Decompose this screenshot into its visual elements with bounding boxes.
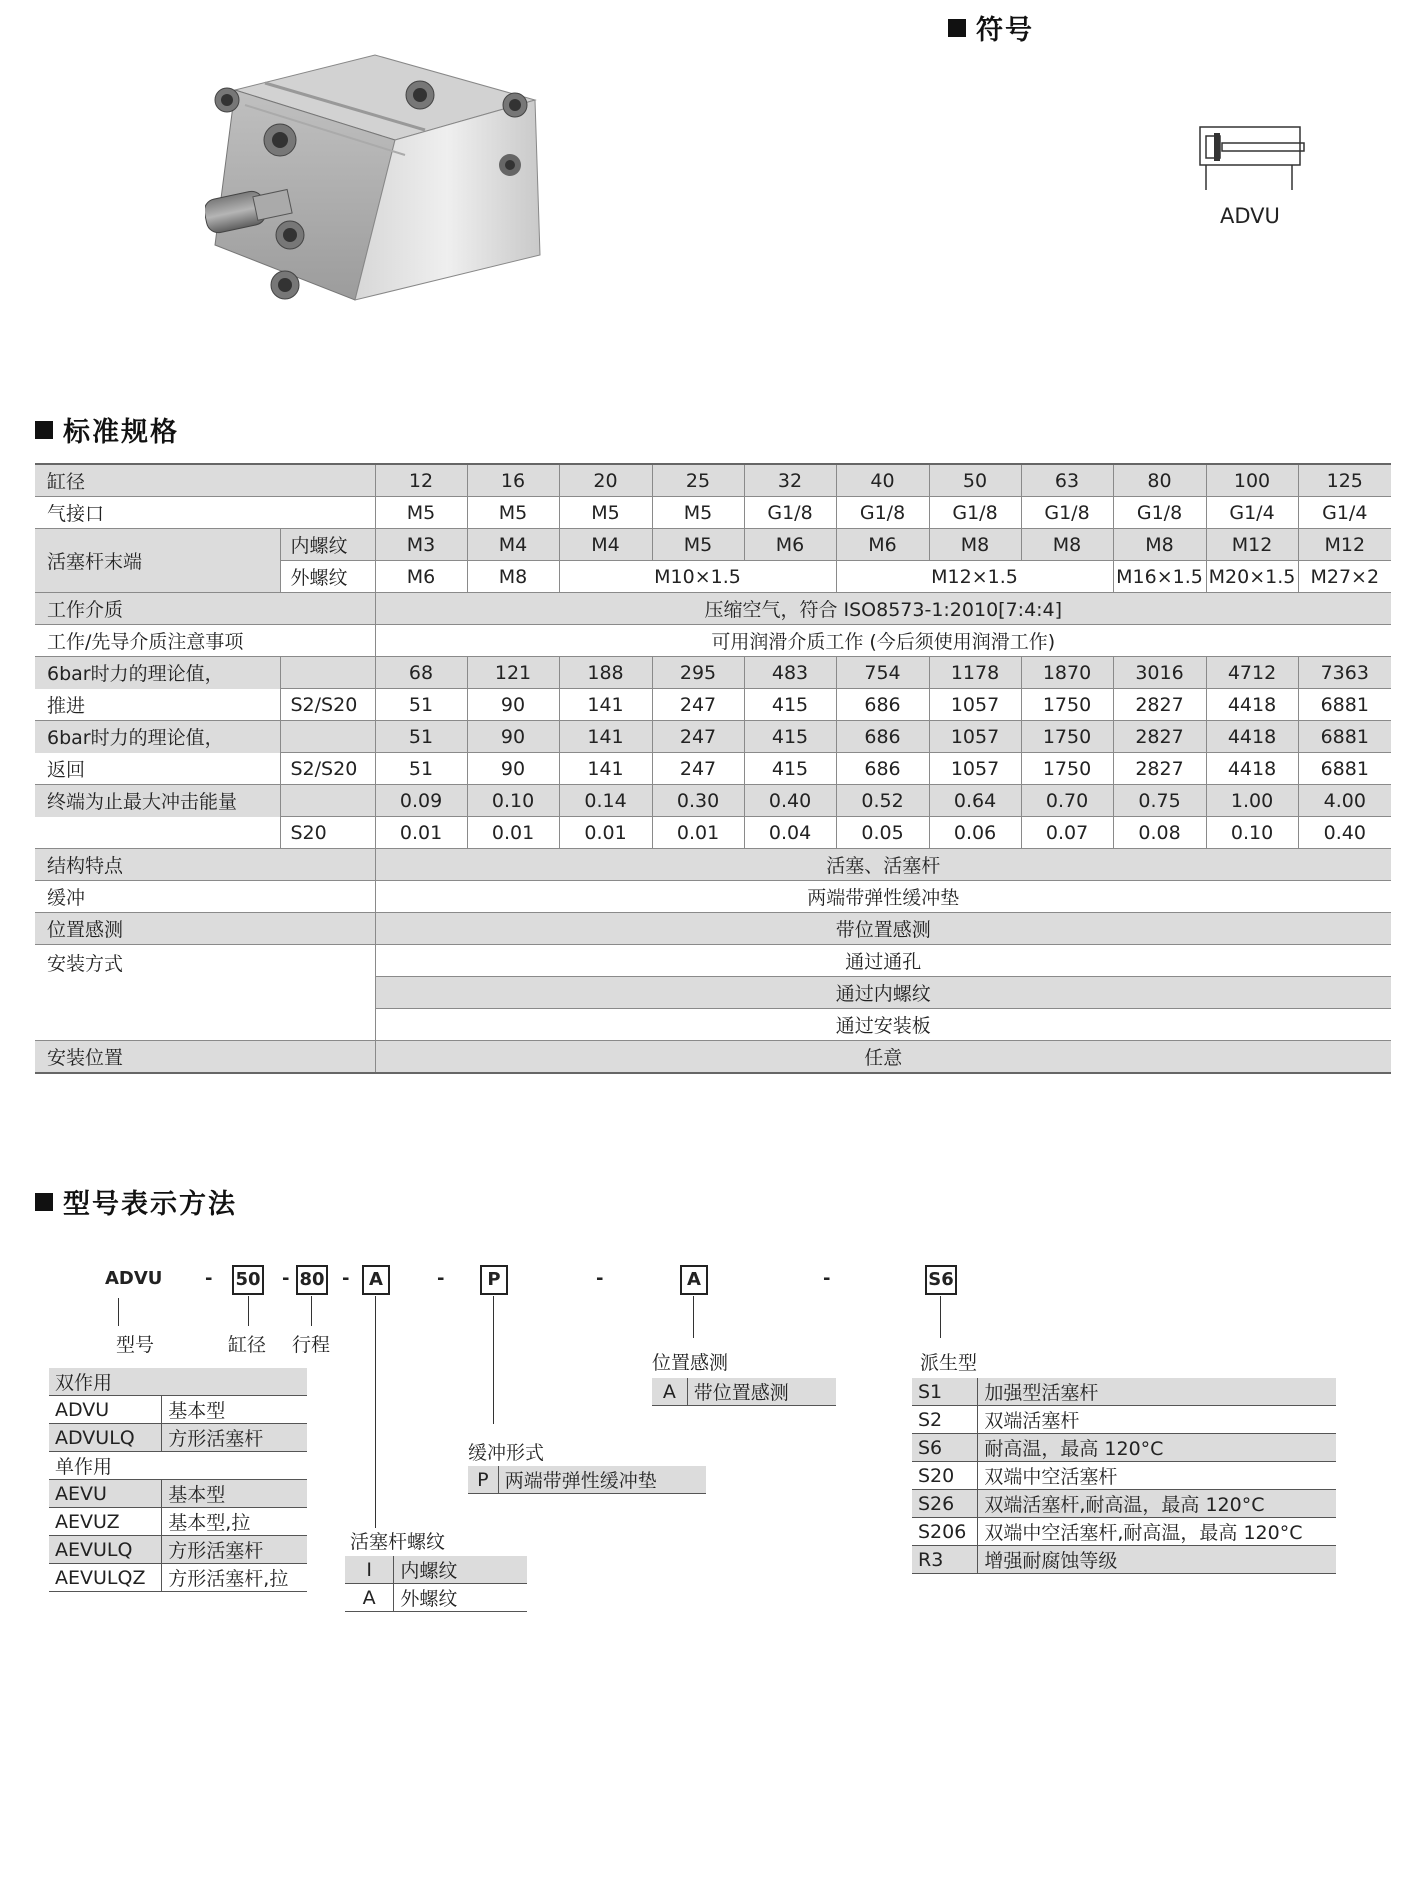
value-cell: 32: [744, 464, 836, 497]
value-cell: G1/4: [1206, 497, 1298, 529]
code-variant-box: S6: [925, 1265, 957, 1295]
row-label: 终端为止最大冲击能量: [35, 785, 280, 817]
option-code: AEVULQ: [49, 1536, 162, 1564]
value-cell: M12×1.5: [836, 561, 1113, 593]
value-cell: 25: [652, 464, 744, 497]
row-label: 推进: [35, 689, 280, 721]
value-cell: M20×1.5: [1206, 561, 1298, 593]
group-header: 双作用: [49, 1368, 307, 1396]
thread-table: [345, 1556, 527, 1612]
code-dash: -: [282, 1268, 290, 1289]
code-sensing-box: A: [680, 1265, 708, 1295]
value-cell: M4: [559, 529, 652, 561]
row-label: 气接口: [35, 497, 375, 529]
table-row: [35, 849, 1391, 881]
code-dash: -: [823, 1268, 831, 1289]
row-label: 结构特点: [35, 849, 375, 881]
value-cell: M12: [1298, 529, 1391, 561]
table-row: [345, 1556, 527, 1584]
table-row: [35, 945, 1391, 977]
table-row: [35, 753, 1391, 785]
value-cell: M10×1.5: [559, 561, 836, 593]
label-model: 型号: [116, 1334, 155, 1356]
sensing-table: [652, 1378, 836, 1406]
value-cell: G1/8: [929, 497, 1021, 529]
table-row: [468, 1466, 706, 1494]
table-row: [35, 625, 1391, 657]
group-header: 单作用: [49, 1452, 307, 1480]
option-desc: 外螺纹: [394, 1584, 527, 1612]
option-desc: 两端带弹性缓冲垫: [498, 1466, 706, 1494]
value-cell: 7363: [1298, 657, 1391, 689]
value-cell: M8: [467, 561, 559, 593]
value-cell: 100: [1206, 464, 1298, 497]
table-row: [912, 1434, 1336, 1462]
value-cell: 1057: [929, 753, 1021, 785]
symbol-label: ADVU: [1220, 204, 1280, 228]
value-cell: 6881: [1298, 753, 1391, 785]
value-cell: 3016: [1113, 657, 1206, 689]
value-cell: 0.06: [929, 817, 1021, 849]
row-label: 工作介质: [35, 593, 375, 625]
table-row: [35, 721, 1391, 753]
value-cell: 4.00: [1298, 785, 1391, 817]
value-cell: 带位置感测: [375, 913, 1391, 945]
value-cell: 0.01: [559, 817, 652, 849]
table-row: [35, 881, 1391, 913]
value-cell: 51: [375, 689, 467, 721]
cylinder-product-image: [205, 45, 555, 315]
value-cell: 1178: [929, 657, 1021, 689]
row-sublabel: S2/S20: [280, 753, 375, 785]
connector-line: [375, 1296, 376, 1528]
value-cell: 1750: [1021, 689, 1113, 721]
option-desc: 双端活塞杆: [978, 1406, 1336, 1434]
value-cell: 6881: [1298, 721, 1391, 753]
value-cell: 141: [559, 721, 652, 753]
value-cell: 0.40: [744, 785, 836, 817]
value-cell: M8: [1113, 529, 1206, 561]
label-thread: 活塞杆螺纹: [350, 1531, 446, 1553]
value-cell: 2827: [1113, 753, 1206, 785]
table-row: [35, 817, 1391, 849]
connector-line: [493, 1296, 494, 1424]
value-cell: 247: [652, 753, 744, 785]
model-type-table: [49, 1368, 307, 1592]
row-label: 返回: [35, 753, 280, 785]
value-cell: 0.08: [1113, 817, 1206, 849]
option-desc: 增强耐腐蚀等级: [978, 1546, 1336, 1574]
value-cell: 686: [836, 689, 929, 721]
value-cell: 80: [1113, 464, 1206, 497]
row-sublabel: S2/S20: [280, 689, 375, 721]
option-code: AEVULQZ: [49, 1564, 162, 1592]
option-code: S1: [912, 1378, 978, 1406]
value-cell: 415: [744, 689, 836, 721]
table-row: [652, 1378, 836, 1406]
table-row: [49, 1564, 307, 1592]
table-row: [35, 1041, 1391, 1074]
order-section-title: 型号表示方法: [35, 1182, 237, 1221]
option-code: S26: [912, 1490, 978, 1518]
value-cell: 通过通孔: [375, 945, 1391, 977]
option-desc: 基本型,拉: [162, 1508, 307, 1536]
variant-table: [912, 1378, 1336, 1574]
table-row: [49, 1368, 307, 1396]
row-sublabel: [280, 657, 375, 689]
value-cell: 141: [559, 753, 652, 785]
table-row: [35, 529, 1391, 561]
value-cell: M5: [652, 529, 744, 561]
value-cell: 20: [559, 464, 652, 497]
row-label: 6bar时力的理论值，: [35, 721, 280, 753]
option-desc: 双端中空活塞杆,耐高温，最高 120°C: [978, 1518, 1336, 1546]
value-cell: 686: [836, 753, 929, 785]
value-cell: M27×2: [1298, 561, 1391, 593]
value-cell: 0.40: [1298, 817, 1391, 849]
row-label: 缓冲: [35, 881, 375, 913]
option-desc: 加强型活塞杆: [978, 1378, 1336, 1406]
table-row: [35, 657, 1391, 689]
value-cell: M6: [375, 561, 467, 593]
row-sublabel: 外螺纹: [280, 561, 375, 593]
row-label: 工作/先导介质注意事项: [35, 625, 375, 657]
table-row: [49, 1452, 307, 1480]
value-cell: G1/8: [1113, 497, 1206, 529]
value-cell: M16×1.5: [1113, 561, 1206, 593]
value-cell: 295: [652, 657, 744, 689]
option-desc: 双端活塞杆,耐高温，最高 120°C: [978, 1490, 1336, 1518]
option-desc: 带位置感测: [687, 1378, 836, 1406]
option-code: I: [345, 1556, 394, 1584]
value-cell: M5: [375, 497, 467, 529]
value-cell: 0.05: [836, 817, 929, 849]
value-cell: 2827: [1113, 721, 1206, 753]
value-cell: 68: [375, 657, 467, 689]
value-cell: 活塞、活塞杆: [375, 849, 1391, 881]
value-cell: 通过安装板: [375, 1009, 1391, 1041]
option-desc: 基本型: [162, 1480, 307, 1508]
value-cell: 4418: [1206, 753, 1298, 785]
value-cell: M12: [1206, 529, 1298, 561]
table-row: [35, 689, 1391, 721]
value-cell: 可用润滑介质工作 (今后须使用润滑工作): [375, 625, 1391, 657]
value-cell: 415: [744, 753, 836, 785]
value-cell: 通过内螺纹: [375, 977, 1391, 1009]
value-cell: 51: [375, 753, 467, 785]
value-cell: 6881: [1298, 689, 1391, 721]
value-cell: 16: [467, 464, 559, 497]
table-row: [912, 1406, 1336, 1434]
table-row: [912, 1462, 1336, 1490]
value-cell: 0.75: [1113, 785, 1206, 817]
row-sublabel: S20: [280, 817, 375, 849]
value-cell: M4: [467, 529, 559, 561]
value-cell: 415: [744, 721, 836, 753]
row-sublabel: [280, 721, 375, 753]
connector-line: [693, 1296, 694, 1338]
value-cell: G1/4: [1298, 497, 1391, 529]
value-cell: 0.01: [652, 817, 744, 849]
option-code: ADVU: [49, 1396, 162, 1424]
value-cell: G1/8: [1021, 497, 1113, 529]
value-cell: M5: [467, 497, 559, 529]
connector-line: [311, 1296, 312, 1326]
option-desc: 方形活塞杆,拉: [162, 1564, 307, 1592]
label-cushion: 缓冲形式: [468, 1442, 545, 1464]
code-cushion-box: P: [480, 1265, 508, 1295]
value-cell: 1057: [929, 721, 1021, 753]
value-cell: 两端带弹性缓冲垫: [375, 881, 1391, 913]
symbol-section-title: 符号: [948, 8, 1034, 47]
value-cell: 90: [467, 689, 559, 721]
table-row: [49, 1480, 307, 1508]
table-row: [49, 1508, 307, 1536]
table-row: [912, 1518, 1336, 1546]
value-cell: 0.52: [836, 785, 929, 817]
option-desc: 方形活塞杆: [162, 1424, 307, 1452]
table-row: [35, 785, 1391, 817]
row-sublabel: 内螺纹: [280, 529, 375, 561]
value-cell: M3: [375, 529, 467, 561]
option-desc: 双端中空活塞杆: [978, 1462, 1336, 1490]
value-cell: 90: [467, 721, 559, 753]
option-code: A: [652, 1378, 687, 1406]
row-label: [35, 817, 280, 849]
value-cell: 0.64: [929, 785, 1021, 817]
value-cell: 40: [836, 464, 929, 497]
row-label: 安装位置: [35, 1041, 375, 1074]
value-cell: 1750: [1021, 721, 1113, 753]
value-cell: 0.10: [1206, 817, 1298, 849]
value-cell: 2827: [1113, 689, 1206, 721]
option-desc: 基本型: [162, 1396, 307, 1424]
option-code: R3: [912, 1546, 978, 1574]
value-cell: 0.01: [467, 817, 559, 849]
code-bore-box: 50: [232, 1265, 264, 1295]
cylinder-symbol-icon: [1192, 124, 1312, 194]
value-cell: 任意: [375, 1041, 1391, 1074]
value-cell: 686: [836, 721, 929, 753]
value-cell: 754: [836, 657, 929, 689]
option-code: P: [468, 1466, 498, 1494]
code-dash: -: [437, 1268, 445, 1289]
value-cell: 125: [1298, 464, 1391, 497]
value-cell: 0.14: [559, 785, 652, 817]
value-cell: M5: [652, 497, 744, 529]
value-cell: 247: [652, 689, 744, 721]
value-cell: 0.01: [375, 817, 467, 849]
spec-section-title: 标准规格: [35, 410, 179, 449]
value-cell: 483: [744, 657, 836, 689]
connector-line: [248, 1296, 249, 1326]
value-cell: 51: [375, 721, 467, 753]
code-dash: -: [596, 1268, 604, 1289]
value-cell: 1870: [1021, 657, 1113, 689]
table-row: [35, 913, 1391, 945]
option-code: AEVUZ: [49, 1508, 162, 1536]
table-row: [912, 1378, 1336, 1406]
spec-table: [35, 463, 1391, 1074]
value-cell: 4418: [1206, 689, 1298, 721]
table-row: [912, 1546, 1336, 1574]
value-cell: 121: [467, 657, 559, 689]
value-cell: 12: [375, 464, 467, 497]
option-desc: 内螺纹: [394, 1556, 527, 1584]
table-row: [912, 1490, 1336, 1518]
value-cell: G1/8: [836, 497, 929, 529]
row-label: 6bar时力的理论值，: [35, 657, 280, 689]
value-cell: 0.70: [1021, 785, 1113, 817]
value-cell: 0.04: [744, 817, 836, 849]
code-thread-box: A: [362, 1265, 390, 1295]
option-code: ADVULQ: [49, 1424, 162, 1452]
row-label: 位置感测: [35, 913, 375, 945]
table-row: [35, 464, 1391, 497]
value-cell: 247: [652, 721, 744, 753]
connector-line: [118, 1298, 119, 1326]
value-cell: M5: [559, 497, 652, 529]
value-cell: 90: [467, 753, 559, 785]
value-cell: 4712: [1206, 657, 1298, 689]
value-cell: M6: [744, 529, 836, 561]
value-cell: 63: [1021, 464, 1113, 497]
value-cell: 0.30: [652, 785, 744, 817]
row-label: 活塞杆末端: [35, 529, 280, 593]
option-code: S6: [912, 1434, 978, 1462]
value-cell: 0.09: [375, 785, 467, 817]
value-cell: 141: [559, 689, 652, 721]
value-cell: 0.07: [1021, 817, 1113, 849]
table-row: [49, 1536, 307, 1564]
value-cell: 1750: [1021, 753, 1113, 785]
option-code: S20: [912, 1462, 978, 1490]
value-cell: M8: [929, 529, 1021, 561]
option-code: S206: [912, 1518, 978, 1546]
label-bore: 缸径: [228, 1334, 267, 1356]
code-dash: -: [205, 1268, 213, 1289]
option-code: AEVU: [49, 1480, 162, 1508]
code-stroke-box: 80: [296, 1265, 328, 1295]
table-row: [49, 1396, 307, 1424]
connector-line: [940, 1296, 941, 1338]
table-row: [35, 497, 1391, 529]
value-cell: 压缩空气，符合 ISO8573-1:2010[7:4:4]: [375, 593, 1391, 625]
option-desc: 方形活塞杆: [162, 1536, 307, 1564]
code-dash: -: [342, 1268, 350, 1289]
cushion-table: [468, 1466, 706, 1494]
option-desc: 耐高温，最高 120°C: [978, 1434, 1336, 1462]
option-code: A: [345, 1584, 394, 1612]
value-cell: 1.00: [1206, 785, 1298, 817]
value-cell: M6: [836, 529, 929, 561]
code-model: ADVU: [105, 1268, 163, 1289]
value-cell: M8: [1021, 529, 1113, 561]
label-stroke: 行程: [292, 1334, 331, 1356]
value-cell: 0.10: [467, 785, 559, 817]
option-code: S2: [912, 1406, 978, 1434]
row-label: 缸径: [35, 464, 375, 497]
table-row: [35, 593, 1391, 625]
label-sensing: 位置感测: [652, 1352, 729, 1374]
row-sublabel: [280, 785, 375, 817]
value-cell: 50: [929, 464, 1021, 497]
label-variant: 派生型: [920, 1352, 978, 1374]
value-cell: 4418: [1206, 721, 1298, 753]
value-cell: 1057: [929, 689, 1021, 721]
table-row: [345, 1584, 527, 1612]
table-row: [49, 1424, 307, 1452]
value-cell: G1/8: [744, 497, 836, 529]
value-cell: 188: [559, 657, 652, 689]
row-label: 安装方式: [35, 945, 375, 1041]
